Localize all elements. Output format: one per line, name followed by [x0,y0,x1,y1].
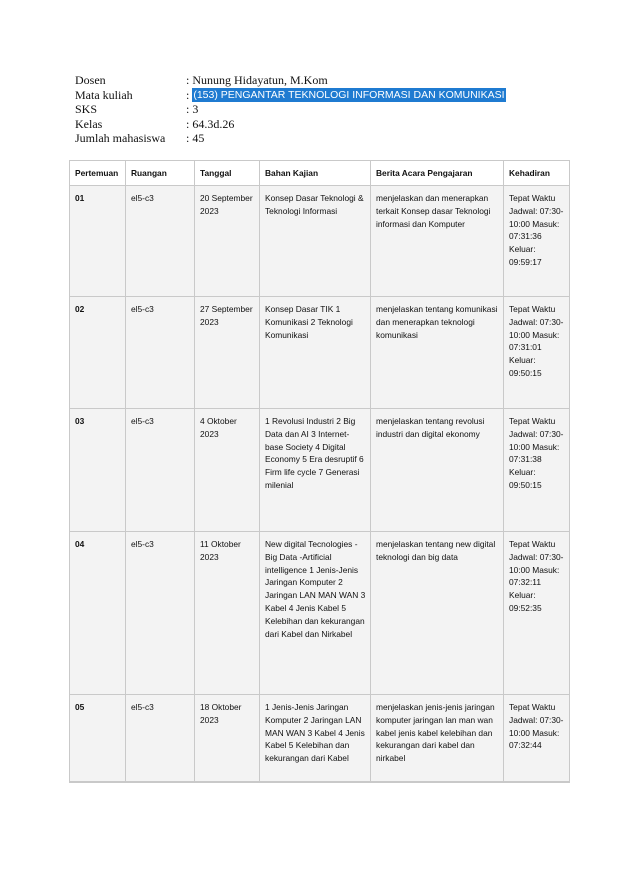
col-header-pertemuan: Pertemuan [70,161,126,186]
course-name-highlight[interactable]: (153) PENGANTAR TEKNOLOGI INFORMASI DAN KOMUNIKASI [193,88,505,101]
cell-tanggal: 18 Oktober 2023 [195,695,260,783]
table-row [70,297,570,409]
header-value: : 3 [186,102,199,116]
table-row [70,695,570,783]
cell-ruangan: el5-c3 [126,532,195,695]
header-row-jumlah-mahasiswa [75,131,506,146]
cell-ruangan: el5-c3 [126,409,195,532]
col-header-kehadiran: Kehadiran [504,161,570,186]
header-row-dosen [75,73,506,88]
cell-kehadiran: Tepat Waktu Jadwal: 07:30-10:00 Masuk: 07:31:36 Keluar: 09:59:17 [504,186,570,297]
col-header-tanggal: Tanggal [195,161,260,186]
cell-tanggal: 4 Oktober 2023 [195,409,260,532]
cell-bahan-kajian: Konsep Dasar TIK 1 Komunikasi 2 Teknologi Komunikasi [260,297,371,409]
cell-kehadiran: Tepat Waktu Jadwal: 07:30-10:00 Masuk: 07:32:11 Keluar: 09:52:35 [504,532,570,695]
header-label: Mata kuliah [75,87,133,102]
attendance-table [69,160,570,783]
cell-kehadiran: Tepat Waktu Jadwal: 07:30-10:00 Masuk: 07:32:44 [504,695,570,783]
header-row-kelas [75,117,506,132]
cell-kehadiran: Tepat Waktu Jadwal: 07:30-10:00 Masuk: 07:31:38 Keluar: 09:50:15 [504,409,570,532]
cell-berita-acara: menjelaskan dan menerapkan terkait Konsep dasar Teknologi informasi dan Komputer [371,186,504,297]
col-header-berita-acara: Berita Acara Pengajaran [371,161,504,186]
col-header-bahan-kajian: Bahan Kajian [260,161,371,186]
cell-berita-acara: menjelaskan tentang new digital teknologi dan big data [371,532,504,695]
header-value: : 64.3d.26 [186,116,235,131]
cell-ruangan: el5-c3 [126,186,195,297]
cell-pertemuan: 01 [70,186,126,297]
cell-ruangan: el5-c3 [126,695,195,783]
cell-tanggal: 20 September 2023 [195,186,260,297]
cell-kehadiran: Tepat Waktu Jadwal: 07:30-10:00 Masuk: 07:31:01 Keluar: 09:50:15 [504,297,570,409]
cell-bahan-kajian: 1 Jenis-Jenis Jaringan Komputer 2 Jaringan LAN MAN WAN 3 Kabel 4 Jenis Kabel 5 Kelebihan dan kekurangan dari Kabel [260,695,371,783]
course-header [75,73,506,146]
header-prefix: : [186,87,193,102]
header-value: : 45 [186,131,205,145]
cell-berita-acara: menjelaskan tentang revolusi industri dan digital ekonomy [371,409,504,532]
cell-tanggal: 11 Oktober 2023 [195,532,260,695]
table-row [70,186,570,297]
cell-bahan-kajian: 1 Revolusi Industri 2 Big Data dan AI 3 Internet-base Society 4 Digital Economy 5 Era desruptif 6 Firm life cycle 7 Generasi milenial [260,409,371,532]
table-header-row [70,161,570,186]
header-row-sks [75,102,506,117]
table-row [70,409,570,532]
cell-berita-acara: menjelaskan tentang komunikasi dan menerapkan teknologi komunikasi [371,297,504,409]
header-label: SKS [75,102,98,116]
cell-pertemuan: 03 [70,409,126,532]
cell-ruangan: el5-c3 [126,297,195,409]
header-value: : Nunung Hidayatun, M.Kom [186,73,328,87]
col-header-ruangan: Ruangan [126,161,195,186]
header-row-mata-kuliah [75,88,506,103]
cell-pertemuan: 02 [70,297,126,409]
cell-pertemuan: 05 [70,695,126,783]
cell-pertemuan: 04 [70,532,126,695]
cell-bahan-kajian: Konsep Dasar Teknologi & Teknologi Informasi [260,186,371,297]
table-row [70,532,570,695]
header-label: Dosen [75,73,106,87]
cell-tanggal: 27 September 2023 [195,297,260,409]
header-label: Jumlah mahasiswa [75,131,166,145]
cell-bahan-kajian: New digital Tecnologies -Big Data -Artificial intelligence 1 Jenis-Jenis Jaringan Komputer 2 Jaringan LAN MAN WAN 3 Kabel 4 Jenis Kabel 5 Kelebihan dan kekurangan dari Kabel dan Nirkabel [260,532,371,695]
cell-berita-acara: menjelaskan jenis-jenis jaringan komputer jaringan lan man wan kabel jenis kabel kelebihan dan kekurangan dari kabel dan nirkabel [371,695,504,783]
header-label: Kelas [75,116,103,131]
